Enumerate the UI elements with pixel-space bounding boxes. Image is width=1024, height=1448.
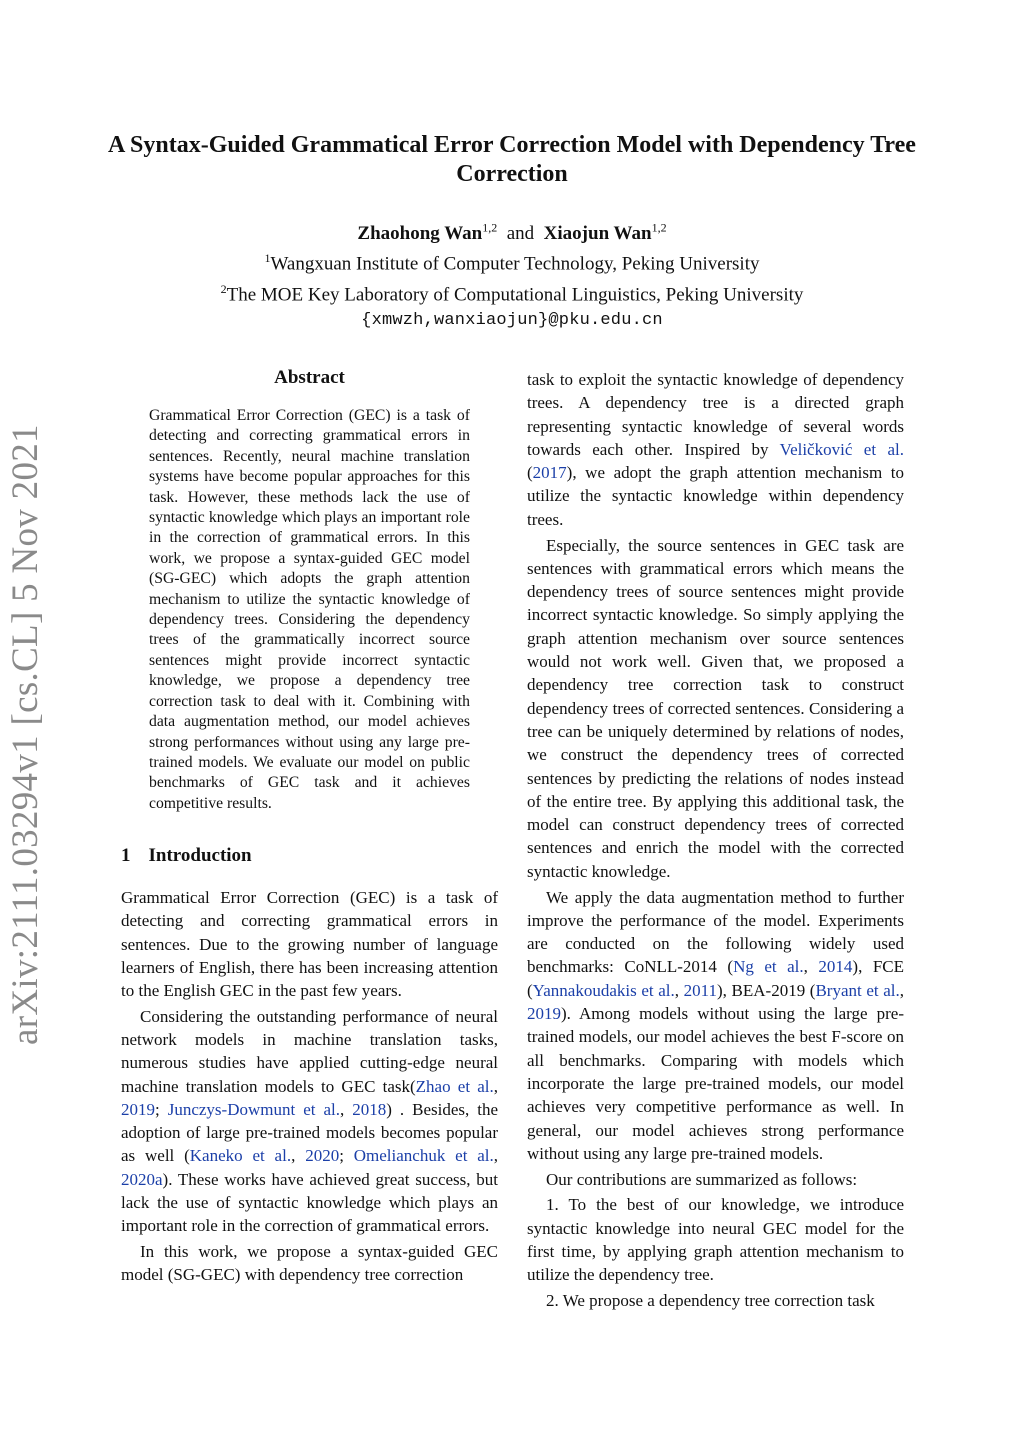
text-run: , [803, 957, 819, 977]
intro-paragraph-2 [121, 1005, 498, 1238]
section-title: Introduction [148, 845, 252, 867]
right-paragraph-3 [527, 886, 904, 1166]
citation-link[interactable]: 2020 [305, 1146, 340, 1166]
text-run: , [291, 1146, 306, 1166]
affiliation-1-mark: 1 [264, 251, 271, 266]
right-column [527, 368, 904, 1315]
section-heading-introduction [121, 845, 498, 867]
author-2-affil: 1,2 [651, 221, 667, 235]
affiliation-2-mark: 2 [220, 281, 227, 296]
section-number: 1 [121, 845, 131, 867]
text-run: ). Among models without using the large pre-trained models, our model achieves the best F-score on all benchmarks. Comparing with models which incorporate the large pre-trained models, our model achieves very competitive performance as well. In general, our model achieves strong performance without using any large pre-trained models. [527, 1004, 904, 1163]
intro-paragraph-3: In this work, we propose a syntax-guided GEC model (SG-GEC) with dependency tree correction [121, 1241, 498, 1284]
author-names [357, 223, 666, 244]
arxiv-side-label[interactable]: arXiv:2111.03294v1 [cs.CL] 5 Nov 2021 [5, 424, 46, 1045]
citation-link[interactable]: Ng et al. [733, 957, 804, 977]
author-2: Xiaojun Wan [543, 223, 652, 245]
text-run: ), we adopt the graph attention mechanism to utilize the syntactic knowledge within dependency trees. [527, 463, 904, 529]
text-run: , [493, 1076, 498, 1096]
text-run: , [674, 980, 684, 1000]
author-and: and [506, 223, 535, 245]
citation-link[interactable]: Junczys-Dowmunt et al. [167, 1099, 340, 1119]
abstract-heading: Abstract [274, 367, 345, 388]
citation-link[interactable]: Veličković et al. [779, 439, 904, 459]
right-paragraph-2: Especially, the source sentences in GEC task are sentences with grammatical errors which means the dependency trees of source sentences might provide incorrect syntactic knowledge. So simply applying the graph attention mechanism over source sentences would not work well. Given that, we proposed a dependency tree correction task to construct dependency trees of corrected sentences. Considering a tree can be uniquely determined by relations of nodes, we construct the dependency trees of corrected sentences by predicting the relations of nodes instead of the entire tree. By applying this additional task, the model can construct dependency trees of corrected sentences and enrich the model with the corrected syntactic knowledge. [527, 535, 904, 881]
paper-title: A Syntax-Guided Grammatical Error Correction Model with Dependency Tree Correction [108, 132, 916, 187]
text-run: , [493, 1146, 499, 1166]
text-run: ), BEA-2019 ( [717, 980, 816, 1000]
right-paragraph-4: Our contributions are summarized as follows: [546, 1169, 858, 1189]
affiliation-1 [100, 246, 924, 276]
text-run: , [339, 1099, 353, 1119]
left-column [121, 365, 498, 1288]
author-block [100, 216, 924, 333]
citation-link[interactable]: Zhao et al. [415, 1076, 494, 1096]
citation-link[interactable]: 2017 [532, 463, 567, 483]
affiliation-2-text: The MOE Key Laboratory of Computational Linguistics, Peking University [226, 283, 804, 305]
citation-link[interactable]: Yannakoudakis et al. [532, 980, 675, 1000]
contribution-2: 2. We propose a dependency tree correction task [546, 1291, 875, 1311]
citation-link[interactable]: 2019 [527, 1004, 561, 1024]
author-1: Zhaohong Wan [357, 223, 483, 245]
citation-link[interactable]: 2020a [121, 1169, 163, 1189]
affiliation-1-text: Wangxuan Institute of Computer Technology, Peking University [270, 253, 760, 275]
author-email[interactable]: {xmwzh,wanxiaojun}@pku.edu.cn [361, 310, 663, 330]
citation-link[interactable]: 2011 [683, 980, 717, 1000]
text-run: Considering the outstanding performance of neural network models in machine translation tasks, numerous studies have applied cutting-edge neural machine translation models to GEC task( [121, 1006, 498, 1096]
text-run: ( [527, 463, 533, 483]
text-run: task to exploit the syntactic knowledge of dependency trees. A dependency tree is a directed graph representing syntactic knowledge of several words towards each other. Inspired by [527, 370, 904, 459]
citation-link[interactable]: 2019 [121, 1099, 155, 1119]
affiliation-2 [100, 277, 924, 307]
intro-paragraph-1: Grammatical Error Correction (GEC) is a task of detecting and correcting grammatical errors in sentences. Due to the growing number of language learners of English, there has been increasing attention to the English GEC in the past few years. [121, 888, 498, 1001]
text-run: , [899, 980, 905, 1000]
text-run: ). These works have achieved great success, but lack the use of syntactic knowledge which plays an important role in the correction of grammatical errors. [121, 1169, 498, 1236]
text-run: ; [155, 1099, 168, 1119]
abstract-text: Grammatical Error Correction (GEC) is a task of detecting and correcting grammatical errors in sentences. Recently, neural machine translation systems have become popular approaches for this task. However, these methods lack the use of syntactic knowledge which plays an important role in the correction of grammatical errors. In this work, we propose a syntax-guided GEC model (SG-GEC) which adopts the graph attention mechanism to utilize the syntactic knowledge of dependency trees. Considering the dependency trees of the grammatically incorrect source sentences might provide incorrect syntactic knowledge, we propose a dependency tree correction task to deal with it. Combining with data augmentation method, our model achieves strong performances without using any large pre-trained models. We evaluate our model on public benchmarks of GEC task and it achieves competitive results. [149, 407, 470, 812]
citation-link[interactable]: 2014 [818, 957, 853, 977]
citation-link[interactable]: 2018 [352, 1099, 387, 1119]
text-run: ) . Besides, the adoption of large pre-trained models becomes popular as well ( [121, 1099, 498, 1166]
author-1-affil: 1,2 [482, 221, 498, 235]
citation-link[interactable]: Bryant et al. [815, 980, 900, 1000]
text-run: ), FCE ( [527, 957, 904, 1000]
contribution-1: 1. To the best of our knowledge, we introduce syntactic knowledge into neural GEC model for the first time, by applying graph attention mechanism to utilize the dependency tree. [527, 1195, 904, 1285]
citation-link[interactable]: Omelianchuk et al. [353, 1146, 494, 1166]
text-run: We apply the data augmentation method to further improve the performance of the model. Experiments are conducted on the following widely used benchmarks: CoNLL-2014 ( [527, 887, 904, 977]
citation-link[interactable]: Kaneko et al. [189, 1146, 292, 1166]
text-run: ; [339, 1146, 354, 1166]
right-paragraph-1 [527, 368, 904, 531]
